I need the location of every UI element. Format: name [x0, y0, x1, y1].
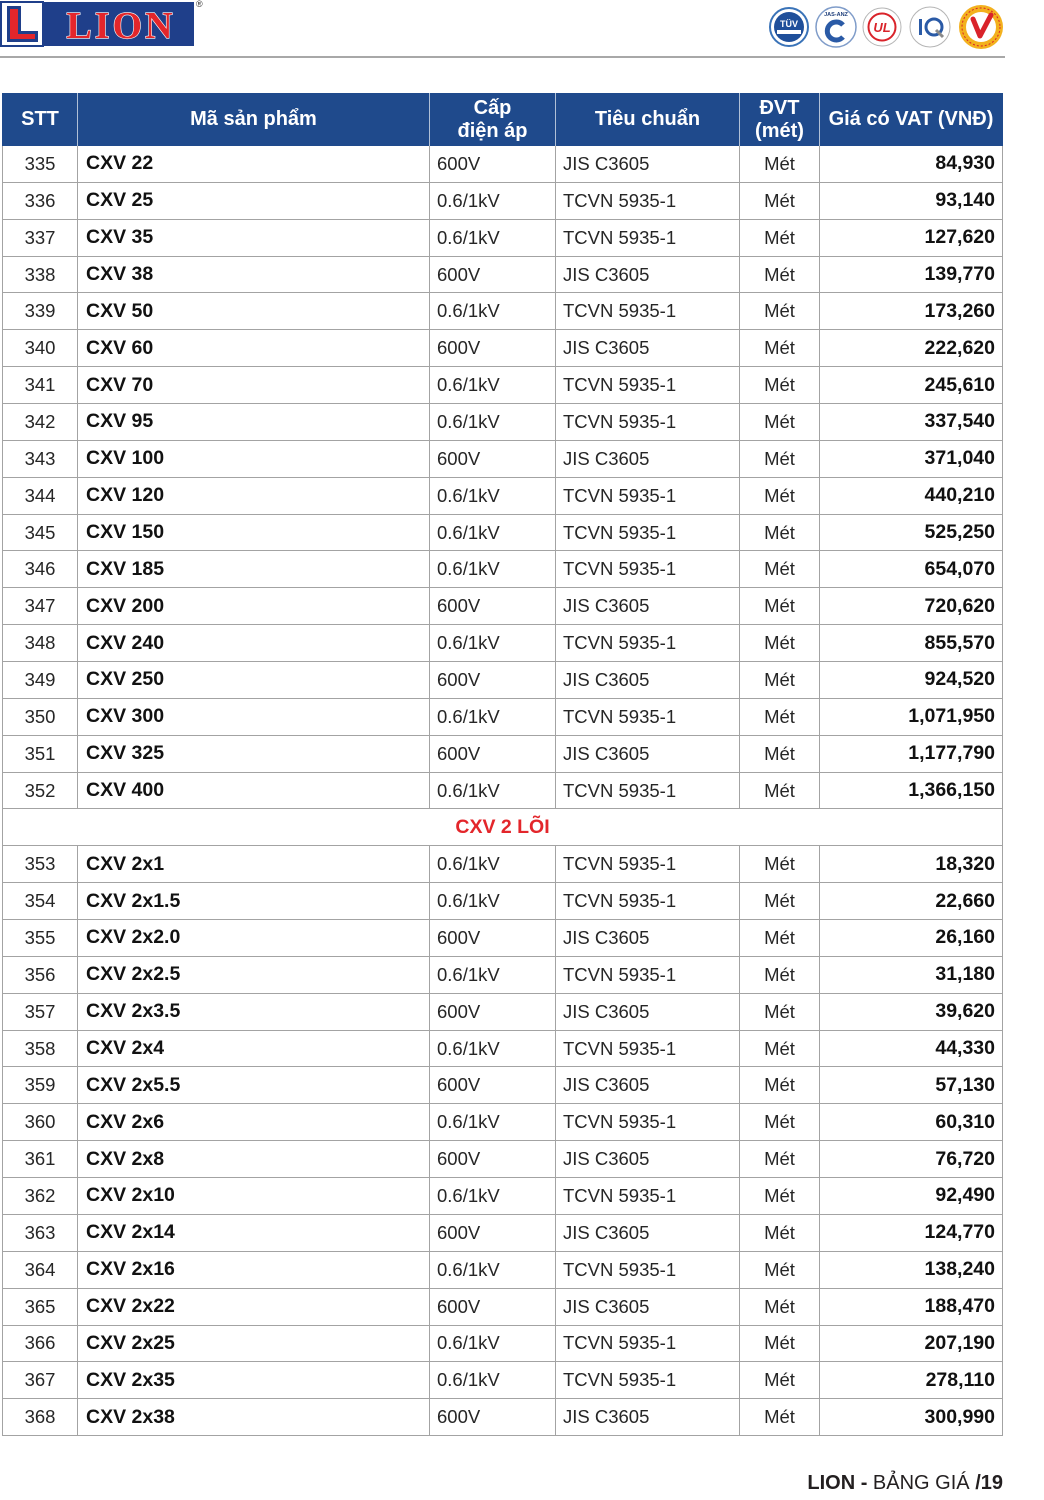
price-cell: 337,540	[820, 404, 1003, 440]
voltage-cell: 0.6/1kV	[430, 1178, 556, 1214]
stt-cell: 340	[3, 330, 78, 366]
stt-cell: 363	[3, 1215, 78, 1251]
voltage-cell: 0.6/1kV	[430, 957, 556, 993]
standard-cell: JIS C3605	[556, 146, 740, 182]
unit-cell: Mét	[740, 146, 820, 182]
unit-cell: Mét	[740, 1362, 820, 1398]
product-code-cell: CXV 2x38	[78, 1399, 430, 1435]
product-code-cell: CXV 2x2.5	[78, 957, 430, 993]
product-code-cell: CXV 95	[78, 404, 430, 440]
header-voltage-line2: điện áp	[457, 119, 528, 142]
voltage-cell: 600V	[430, 588, 556, 624]
table-row	[2, 699, 1003, 736]
page-number: /19	[975, 1472, 1003, 1494]
unit-cell: Mét	[740, 1104, 820, 1140]
price-cell: 76,720	[820, 1141, 1003, 1177]
table-header	[2, 93, 1003, 146]
jas-anz-badge-icon	[816, 7, 856, 47]
table-row	[2, 736, 1003, 773]
product-code-cell: CXV 185	[78, 551, 430, 587]
voltage-cell: 0.6/1kV	[430, 773, 556, 809]
product-code-cell: CXV 2x25	[78, 1326, 430, 1362]
voltage-cell: 0.6/1kV	[430, 478, 556, 514]
table-row	[2, 1031, 1003, 1068]
voltage-cell: 0.6/1kV	[430, 515, 556, 551]
product-code-cell: CXV 70	[78, 367, 430, 403]
price-cell: 440,210	[820, 478, 1003, 514]
lion-logo	[0, 0, 196, 48]
standard-cell: TCVN 5935-1	[556, 551, 740, 587]
stt-cell: 335	[3, 146, 78, 182]
product-code-cell: CXV 200	[78, 588, 430, 624]
standard-cell: TCVN 5935-1	[556, 478, 740, 514]
stt-cell: 339	[3, 293, 78, 329]
price-cell: 39,620	[820, 994, 1003, 1030]
product-code-cell: CXV 100	[78, 441, 430, 477]
unit-cell: Mét	[740, 920, 820, 956]
price-cell: 924,520	[820, 662, 1003, 698]
voltage-cell: 600V	[430, 1399, 556, 1435]
footer-brand: LION -	[807, 1472, 868, 1494]
product-code-cell: CXV 35	[78, 220, 430, 256]
standard-cell: JIS C3605	[556, 1215, 740, 1251]
product-code-cell: CXV 325	[78, 736, 430, 772]
stt-cell: 367	[3, 1362, 78, 1398]
price-cell: 188,470	[820, 1289, 1003, 1325]
price-cell: 525,250	[820, 515, 1003, 551]
voltage-cell: 0.6/1kV	[430, 625, 556, 661]
table-row	[2, 1252, 1003, 1289]
standard-cell: JIS C3605	[556, 994, 740, 1030]
price-cell: 22,660	[820, 883, 1003, 919]
unit-cell: Mét	[740, 1141, 820, 1177]
price-cell: 855,570	[820, 625, 1003, 661]
standard-cell: JIS C3605	[556, 1141, 740, 1177]
product-code-cell: CXV 2x3.5	[78, 994, 430, 1030]
unit-cell: Mét	[740, 551, 820, 587]
price-cell: 1,177,790	[820, 736, 1003, 772]
voltage-cell: 0.6/1kV	[430, 367, 556, 403]
standard-cell: JIS C3605	[556, 1399, 740, 1435]
table-row	[2, 994, 1003, 1031]
stt-cell: 347	[3, 588, 78, 624]
stt-cell: 343	[3, 441, 78, 477]
standard-cell: TCVN 5935-1	[556, 957, 740, 993]
stt-cell: 356	[3, 957, 78, 993]
unit-cell: Mét	[740, 367, 820, 403]
voltage-cell: 600V	[430, 1141, 556, 1177]
voltage-cell: 0.6/1kV	[430, 1031, 556, 1067]
standard-cell: TCVN 5935-1	[556, 404, 740, 440]
section-row	[2, 809, 1003, 846]
ul-badge-label: UL	[873, 20, 891, 35]
product-code-cell: CXV 2x14	[78, 1215, 430, 1251]
price-cell: 84,930	[820, 146, 1003, 182]
price-cell: 371,040	[820, 441, 1003, 477]
header-unit	[740, 93, 820, 146]
unit-cell: Mét	[740, 1252, 820, 1288]
voltage-cell: 0.6/1kV	[430, 220, 556, 256]
table-row	[2, 920, 1003, 957]
table-row	[2, 220, 1003, 257]
header-unit-line2: (mét)	[755, 119, 804, 142]
stt-cell: 353	[3, 846, 78, 882]
product-code-cell: CXV 400	[78, 773, 430, 809]
unit-cell: Mét	[740, 1399, 820, 1435]
standard-cell: TCVN 5935-1	[556, 293, 740, 329]
price-cell: 18,320	[820, 846, 1003, 882]
standard-cell: TCVN 5935-1	[556, 1104, 740, 1140]
header-stt: STT	[3, 93, 78, 146]
certification-badges	[766, 4, 1006, 52]
price-cell: 93,140	[820, 183, 1003, 219]
table-row	[2, 773, 1003, 810]
standard-cell: TCVN 5935-1	[556, 773, 740, 809]
stt-cell: 345	[3, 515, 78, 551]
product-code-cell: CXV 2x10	[78, 1178, 430, 1214]
tuv-badge-label: TÜV	[780, 19, 798, 29]
table-row	[2, 478, 1003, 515]
unit-cell: Mét	[740, 883, 820, 919]
stt-cell: 357	[3, 994, 78, 1030]
stt-cell: 342	[3, 404, 78, 440]
jas-anz-badge-label: JAS-ANZ	[824, 12, 848, 18]
table-row	[2, 146, 1003, 183]
table-row	[2, 588, 1003, 625]
unit-cell: Mét	[740, 1215, 820, 1251]
price-cell: 139,770	[820, 257, 1003, 293]
table-row	[2, 957, 1003, 994]
standard-cell: JIS C3605	[556, 257, 740, 293]
product-code-cell: CXV 50	[78, 293, 430, 329]
price-cell: 278,110	[820, 1362, 1003, 1398]
product-code-cell: CXV 2x35	[78, 1362, 430, 1398]
header-voltage	[430, 93, 556, 146]
price-cell: 138,240	[820, 1252, 1003, 1288]
stt-cell: 366	[3, 1326, 78, 1362]
price-cell: 173,260	[820, 293, 1003, 329]
standard-cell: TCVN 5935-1	[556, 1326, 740, 1362]
product-code-cell: CXV 2x4	[78, 1031, 430, 1067]
voltage-cell: 600V	[430, 736, 556, 772]
unit-cell: Mét	[740, 1326, 820, 1362]
footer-title: BẢNG GIÁ	[872, 1472, 970, 1494]
voltage-cell: 600V	[430, 920, 556, 956]
price-cell: 1,366,150	[820, 773, 1003, 809]
table-row	[2, 1067, 1003, 1104]
unit-cell: Mét	[740, 662, 820, 698]
unit-cell: Mét	[740, 699, 820, 735]
unit-cell: Mét	[740, 957, 820, 993]
price-cell: 1,071,950	[820, 699, 1003, 735]
unit-cell: Mét	[740, 183, 820, 219]
header-unit-line1: ĐVT	[759, 96, 800, 119]
voltage-cell: 0.6/1kV	[430, 404, 556, 440]
header-standard: Tiêu chuẩn	[556, 93, 740, 146]
unit-cell: Mét	[740, 1178, 820, 1214]
price-cell: 57,130	[820, 1067, 1003, 1103]
standard-cell: TCVN 5935-1	[556, 1252, 740, 1288]
section-title: CXV 2 LÕI	[3, 809, 1003, 845]
table-row	[2, 257, 1003, 294]
product-code-cell: CXV 300	[78, 699, 430, 735]
header-price: Giá có VAT (VNĐ)	[820, 93, 1003, 146]
table-row	[2, 515, 1003, 552]
standard-cell: TCVN 5935-1	[556, 883, 740, 919]
price-cell: 300,990	[820, 1399, 1003, 1435]
header-product-code: Mã sản phẩm	[78, 93, 430, 146]
voltage-cell: 0.6/1kV	[430, 883, 556, 919]
unit-cell: Mét	[740, 404, 820, 440]
table-row	[2, 662, 1003, 699]
ul-badge-icon	[863, 8, 901, 46]
voltage-cell: 0.6/1kV	[430, 551, 556, 587]
table-row	[2, 330, 1003, 367]
voltage-cell: 600V	[430, 257, 556, 293]
voltage-cell: 600V	[430, 994, 556, 1030]
unit-cell: Mét	[740, 846, 820, 882]
stt-cell: 362	[3, 1178, 78, 1214]
unit-cell: Mét	[740, 1031, 820, 1067]
unit-cell: Mét	[740, 1067, 820, 1103]
product-code-cell: CXV 2x8	[78, 1141, 430, 1177]
table-row	[2, 1215, 1003, 1252]
voltage-cell: 0.6/1kV	[430, 1252, 556, 1288]
product-code-cell: CXV 60	[78, 330, 430, 366]
stt-cell: 360	[3, 1104, 78, 1140]
stt-cell: 350	[3, 699, 78, 735]
standard-cell: TCVN 5935-1	[556, 1362, 740, 1398]
stt-cell: 338	[3, 257, 78, 293]
stt-cell: 359	[3, 1067, 78, 1103]
price-cell: 245,610	[820, 367, 1003, 403]
unit-cell: Mét	[740, 736, 820, 772]
price-cell: 26,160	[820, 920, 1003, 956]
tuv-badge-icon	[770, 8, 808, 46]
unit-cell: Mét	[740, 588, 820, 624]
voltage-cell: 600V	[430, 1289, 556, 1325]
standard-cell: TCVN 5935-1	[556, 846, 740, 882]
unit-cell: Mét	[740, 293, 820, 329]
product-code-cell: CXV 250	[78, 662, 430, 698]
standard-cell: JIS C3605	[556, 920, 740, 956]
stt-cell: 341	[3, 367, 78, 403]
unit-cell: Mét	[740, 773, 820, 809]
stt-cell: 337	[3, 220, 78, 256]
stt-cell: 336	[3, 183, 78, 219]
product-code-cell: CXV 25	[78, 183, 430, 219]
unit-cell: Mét	[740, 994, 820, 1030]
table-row	[2, 367, 1003, 404]
product-code-cell: CXV 240	[78, 625, 430, 661]
voltage-cell: 600V	[430, 1215, 556, 1251]
table-row	[2, 1326, 1003, 1363]
unit-cell: Mét	[740, 441, 820, 477]
stt-cell: 361	[3, 1141, 78, 1177]
standard-cell: TCVN 5935-1	[556, 625, 740, 661]
voltage-cell: 0.6/1kV	[430, 183, 556, 219]
table-row	[2, 551, 1003, 588]
product-code-cell: CXV 2x5.5	[78, 1067, 430, 1103]
registered-trademark-mark: ®	[196, 0, 203, 9]
standard-cell: TCVN 5935-1	[556, 183, 740, 219]
product-code-cell: CXV 2x22	[78, 1289, 430, 1325]
price-cell: 654,070	[820, 551, 1003, 587]
table-row	[2, 883, 1003, 920]
price-cell: 124,770	[820, 1215, 1003, 1251]
stt-cell: 344	[3, 478, 78, 514]
stt-cell: 364	[3, 1252, 78, 1288]
voltage-cell: 600V	[430, 1067, 556, 1103]
price-cell: 44,330	[820, 1031, 1003, 1067]
voltage-cell: 600V	[430, 662, 556, 698]
product-code-cell: CXV 2x2.0	[78, 920, 430, 956]
standard-cell: JIS C3605	[556, 588, 740, 624]
standard-cell: TCVN 5935-1	[556, 220, 740, 256]
product-code-cell: CXV 38	[78, 257, 430, 293]
price-cell: 222,620	[820, 330, 1003, 366]
standard-cell: TCVN 5935-1	[556, 1178, 740, 1214]
voltage-cell: 600V	[430, 146, 556, 182]
header-voltage-line1: Cấp	[473, 96, 512, 119]
table-row	[2, 1141, 1003, 1178]
product-code-cell: CXV 120	[78, 478, 430, 514]
standard-cell: TCVN 5935-1	[556, 699, 740, 735]
table-row	[2, 1399, 1003, 1436]
standard-cell: TCVN 5935-1	[556, 515, 740, 551]
price-cell: 207,190	[820, 1326, 1003, 1362]
unit-cell: Mét	[740, 478, 820, 514]
header-divider	[0, 56, 1005, 58]
table-row	[2, 1178, 1003, 1215]
voltage-cell: 600V	[430, 441, 556, 477]
standard-cell: JIS C3605	[556, 330, 740, 366]
standard-cell: JIS C3605	[556, 1289, 740, 1325]
stt-cell: 348	[3, 625, 78, 661]
iq-certification-badge-icon	[910, 7, 950, 47]
table-body	[2, 146, 1003, 1436]
stt-cell: 346	[3, 551, 78, 587]
logo-wordmark: LION	[66, 5, 176, 47]
unit-cell: Mét	[740, 515, 820, 551]
unit-cell: Mét	[740, 330, 820, 366]
table-row	[2, 404, 1003, 441]
price-table	[2, 93, 1003, 1436]
standard-cell: JIS C3605	[556, 736, 740, 772]
price-cell: 60,310	[820, 1104, 1003, 1140]
product-code-cell: CXV 2x1	[78, 846, 430, 882]
table-row	[2, 1362, 1003, 1399]
stt-cell: 368	[3, 1399, 78, 1435]
stt-cell: 349	[3, 662, 78, 698]
voltage-cell: 0.6/1kV	[430, 1362, 556, 1398]
standard-cell: JIS C3605	[556, 441, 740, 477]
unit-cell: Mét	[740, 257, 820, 293]
page-footer	[807, 1471, 1003, 1495]
stt-cell: 358	[3, 1031, 78, 1067]
voltage-cell: 0.6/1kV	[430, 846, 556, 882]
standard-cell: TCVN 5935-1	[556, 367, 740, 403]
product-code-cell: CXV 150	[78, 515, 430, 551]
stt-cell: 351	[3, 736, 78, 772]
unit-cell: Mét	[740, 220, 820, 256]
unit-cell: Mét	[740, 1289, 820, 1325]
table-row	[2, 625, 1003, 662]
product-code-cell: CXV 2x16	[78, 1252, 430, 1288]
voltage-cell: 600V	[430, 330, 556, 366]
price-cell: 31,180	[820, 957, 1003, 993]
table-row	[2, 183, 1003, 220]
table-row	[2, 441, 1003, 478]
table-row	[2, 1104, 1003, 1141]
product-code-cell: CXV 22	[78, 146, 430, 182]
table-row	[2, 846, 1003, 883]
stt-cell: 354	[3, 883, 78, 919]
voltage-cell: 0.6/1kV	[430, 1104, 556, 1140]
voltage-cell: 0.6/1kV	[430, 1326, 556, 1362]
product-code-cell: CXV 2x6	[78, 1104, 430, 1140]
standard-cell: JIS C3605	[556, 1067, 740, 1103]
price-cell: 92,490	[820, 1178, 1003, 1214]
standard-cell: JIS C3605	[556, 662, 740, 698]
stt-cell: 355	[3, 920, 78, 956]
product-code-cell: CXV 2x1.5	[78, 883, 430, 919]
price-cell: 127,620	[820, 220, 1003, 256]
quality-badge-icon	[959, 5, 1003, 49]
price-cell: 720,620	[820, 588, 1003, 624]
stt-cell: 352	[3, 773, 78, 809]
stt-cell: 365	[3, 1289, 78, 1325]
table-row	[2, 1289, 1003, 1326]
voltage-cell: 0.6/1kV	[430, 293, 556, 329]
voltage-cell: 0.6/1kV	[430, 699, 556, 735]
standard-cell: TCVN 5935-1	[556, 1031, 740, 1067]
unit-cell: Mét	[740, 625, 820, 661]
table-row	[2, 293, 1003, 330]
